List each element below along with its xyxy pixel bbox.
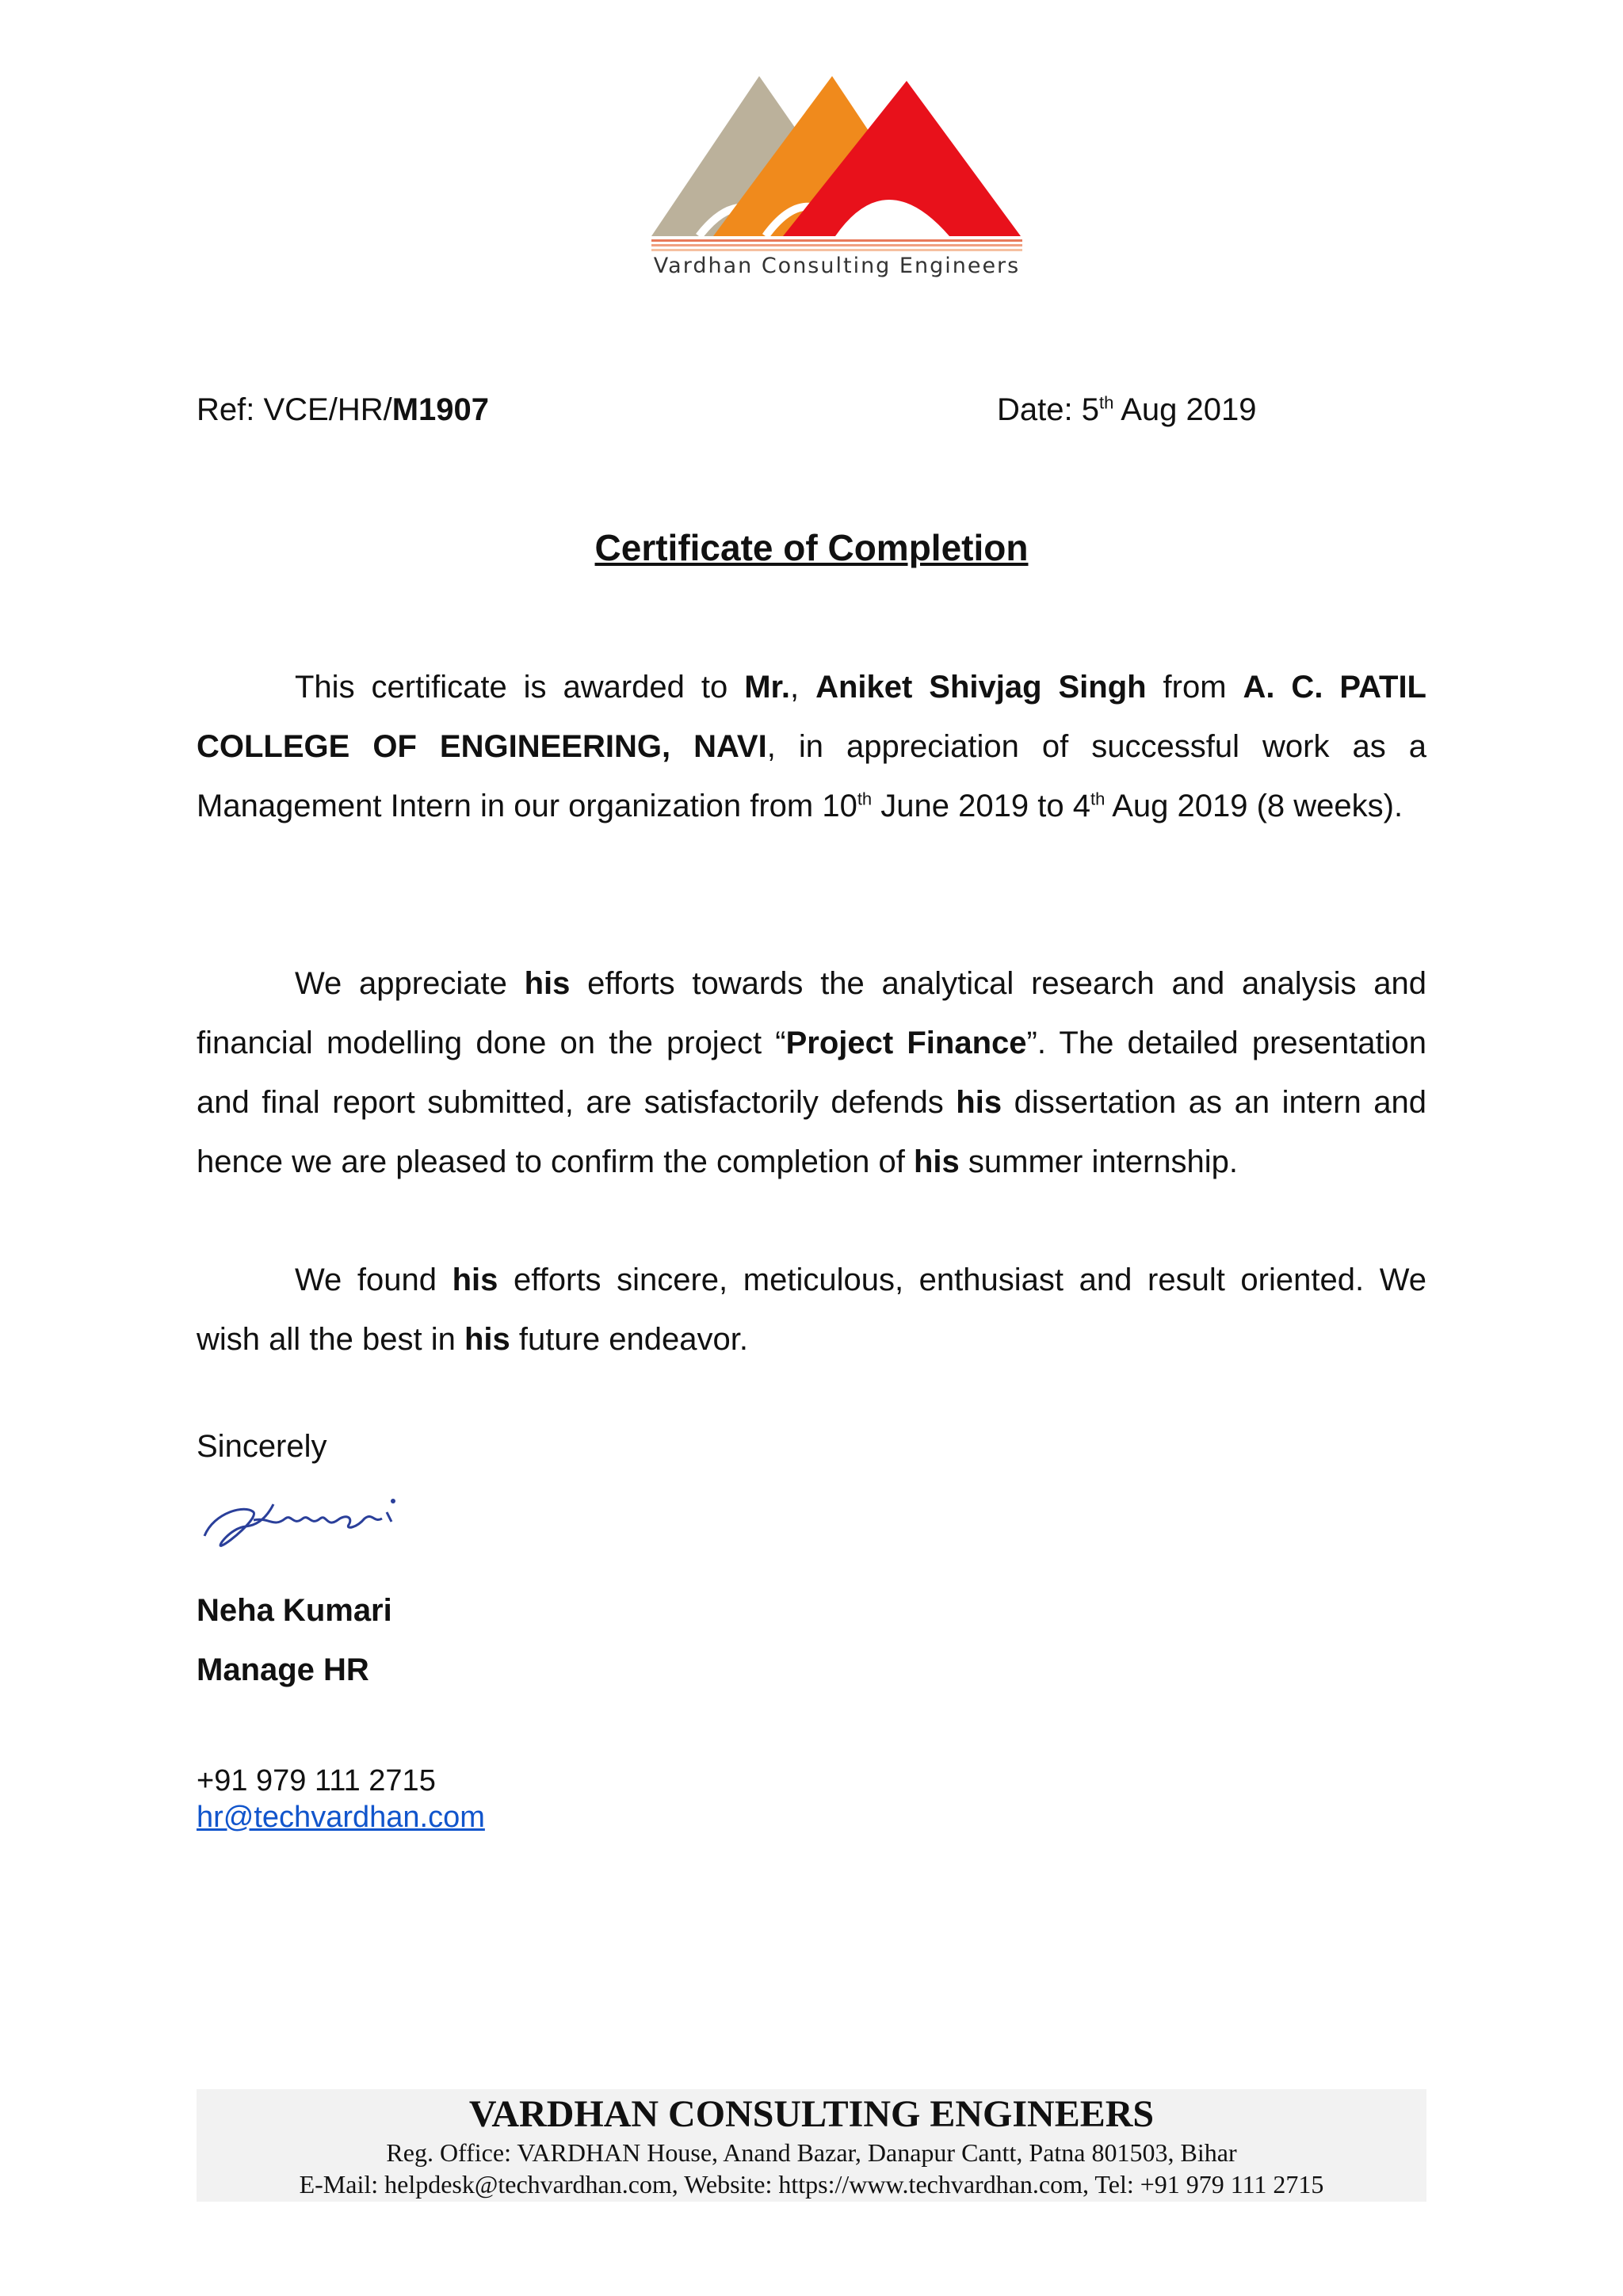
project-name: Project Finance <box>785 1026 1027 1060</box>
p2-text-3: ”. The detailed presentation and final report submitted, are satisfactorily defends <box>197 1026 1427 1120</box>
paragraph-wishes <box>197 1251 1426 1370</box>
contact-email-link[interactable]: hr@techvardhan.com <box>197 1801 485 1834</box>
p1-honorific: Mr. <box>744 670 790 705</box>
signer-name: Neha Kumari <box>197 1593 392 1628</box>
p2-his-2: his <box>956 1085 1002 1120</box>
p1-text-4: , in appreciation of successful work as a Management Intern in our organization from 10 <box>197 729 1426 823</box>
closing-salutation: Sincerely <box>197 1429 327 1464</box>
reference-number <box>197 390 489 430</box>
p2-text-1: We appreciate <box>295 966 525 1001</box>
p1-text-3: from <box>1146 670 1243 705</box>
logo-mountains-graphic <box>648 70 1025 252</box>
p1-text-2: , <box>789 670 816 705</box>
recipient-name: Aniket Shivjag Singh <box>815 670 1147 705</box>
p2-his-1: his <box>524 966 571 1001</box>
signature-graphic <box>198 1480 406 1553</box>
letterhead-footer <box>197 2089 1426 2202</box>
p3-his-2: his <box>464 1322 510 1357</box>
ref-code: M1907 <box>391 392 490 427</box>
p1-text-6: Aug 2019 (8 weeks). <box>1105 789 1403 823</box>
letter-date <box>997 390 1257 430</box>
footer-company-name: VARDHAN CONSULTING ENGINEERS <box>468 2093 1155 2135</box>
contact-phone: +91 979 111 2715 <box>197 1764 436 1797</box>
p3-text-1: We found <box>295 1263 453 1297</box>
paragraph-appreciation <box>197 954 1426 1192</box>
paragraph-award <box>197 658 1426 836</box>
company-logo <box>648 70 1025 285</box>
footer-contact: E-Mail: helpdesk@techvardhan.com, Website: https://www.techvardhan.com, Tel: +91 979 111 2715 <box>299 2170 1324 2199</box>
date-label: Date: 5 <box>997 392 1099 427</box>
p3-text-3: future endeavor. <box>510 1322 748 1357</box>
p2-text-5: summer internship. <box>959 1144 1238 1179</box>
date-suffix: th <box>1098 392 1114 413</box>
p1-sup-2: th <box>1090 789 1106 809</box>
ref-label: Ref: VCE/HR/ <box>197 392 392 427</box>
p2-text-2: efforts towards the analytical research and analysis and financial modelling done on the project “ <box>197 966 1426 1060</box>
p3-text-2: efforts sincere, meticulous, enthusiast and result oriented. We wish all the best in <box>197 1263 1426 1357</box>
handwritten-signature <box>198 1480 406 1553</box>
p3-his-1: his <box>452 1263 498 1297</box>
logo-company-text: Vardhan Consulting Engineers <box>653 254 1021 278</box>
college-name: A. C. PATIL COLLEGE OF ENGINEERING, NAVI <box>197 670 1426 764</box>
p2-his-3: his <box>913 1144 960 1179</box>
footer-address: Reg. Office: VARDHAN House, Anand Bazar, Danapur Cantt, Patna 801503, Bihar <box>386 2138 1237 2167</box>
certificate-title: Certificate of Completion <box>594 527 1029 568</box>
p1-text-5: June 2019 to 4 <box>872 789 1090 823</box>
signer-title: Manage HR <box>197 1652 369 1687</box>
p2-text-4: dissertation as an intern and hence we are pleased to confirm the completion of <box>197 1085 1426 1179</box>
p1-text-1: This certificate is awarded to <box>295 670 745 705</box>
p1-sup-1: th <box>857 789 873 809</box>
date-rest: Aug 2019 <box>1113 392 1257 427</box>
